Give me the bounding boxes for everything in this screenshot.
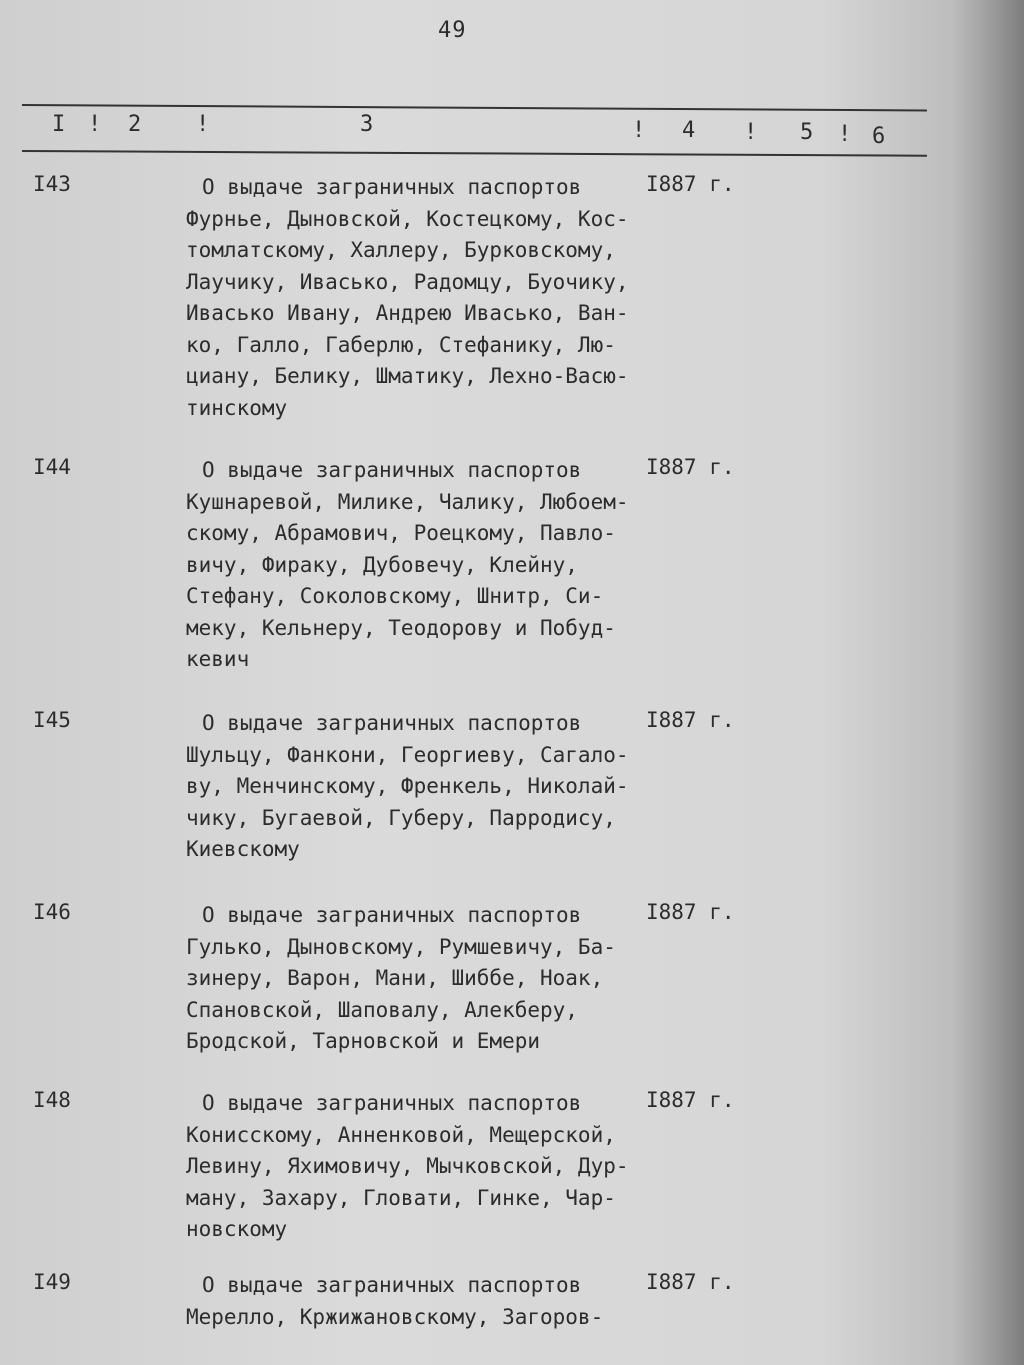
header-separator: ! xyxy=(88,112,102,137)
entry-line: О выдаче заграничных паспортов xyxy=(202,711,582,735)
entry-line: Кушнаревой, Милике, Чалику, Любоем- xyxy=(186,489,629,514)
entry-line: Лаучику, Ивасько, Радомцу, Буочику, xyxy=(186,269,629,294)
entry-line: меку, Кельнеру, Теодорову и Побуд- xyxy=(186,615,616,640)
entry-line: О выдаче заграничных паспортов xyxy=(202,1091,582,1115)
entry-line: кевич xyxy=(186,647,250,671)
entry-number: I46 xyxy=(33,900,71,924)
entry-line: О выдаче заграничных паспортов xyxy=(202,175,582,199)
header-col-2: 2 xyxy=(128,112,142,137)
page-edge-shadow xyxy=(954,0,1024,1365)
header-separator: ! xyxy=(196,112,210,137)
header-col-1: I xyxy=(52,112,66,137)
page-number: 49 xyxy=(438,18,467,43)
entry-year: I887 г. xyxy=(646,172,735,196)
entry-number: I45 xyxy=(33,708,71,732)
entry-line: О выдаче заграничных паспортов xyxy=(202,903,582,927)
header-col-5: 5 xyxy=(800,120,814,145)
header-separator: ! xyxy=(632,118,646,143)
entry-line: Левину, Яхимовичу, Мычковской, Дур- xyxy=(186,1154,629,1178)
entry-number: I44 xyxy=(33,455,71,479)
entry-title xyxy=(186,172,646,424)
entry-line: скому, Абрамович, Роецкому, Павло- xyxy=(186,521,616,545)
entry-line: Гулько, Дыновскому, Румшевичу, Ба- xyxy=(186,934,616,959)
header-top-rule xyxy=(22,104,927,112)
entry-line: тинскому xyxy=(186,395,288,420)
entry-line: томлатскому, Халлеру, Бурковскому, xyxy=(186,238,616,262)
entry-line: Шульцу, Фанкони, Георгиеву, Сагало- xyxy=(186,742,629,767)
entry-title xyxy=(186,1088,646,1246)
header-bottom-rule xyxy=(22,150,927,157)
entry-line: вичу, Фираку, Дубовечу, Клейну, xyxy=(186,552,578,577)
entry-line: О выдаче заграничных паспортов xyxy=(202,1273,582,1297)
entry-line: Ивасько Ивану, Андрею Ивасько, Ван- xyxy=(186,301,629,325)
header-col-4: 4 xyxy=(682,118,696,143)
header-separator: ! xyxy=(744,120,758,145)
header-col-3: 3 xyxy=(360,112,374,137)
entry-line: чику, Бугаевой, Губеру, Парродису, xyxy=(186,805,616,830)
entry-number: I48 xyxy=(33,1088,71,1112)
entry-line: ву, Менчинскому, Френкель, Николай- xyxy=(186,774,629,798)
entry-line: О выдаче заграничных паспортов xyxy=(202,458,582,482)
entry-line: Мерелло, Кржижановскому, Загоров- xyxy=(186,1304,604,1329)
entry-line: Бродской, Тарновской и Емери xyxy=(186,1029,541,1053)
entry-line: Киевскому xyxy=(186,837,300,861)
header-separator: ! xyxy=(838,122,852,147)
entry-year: I887 г. xyxy=(646,1270,735,1294)
entry-title xyxy=(186,708,646,866)
entry-title xyxy=(186,1270,646,1333)
entry-line: новскому xyxy=(186,1217,288,1241)
entry-line: ко, Галло, Габерлю, Стефанику, Лю- xyxy=(186,332,616,357)
header-col-6: 6 xyxy=(872,124,886,149)
entry-year: I887 г. xyxy=(646,900,735,924)
entry-line: зинеру, Варон, Мани, Шиббе, Ноак, xyxy=(186,966,604,990)
entry-line: Конисскому, Анненковой, Мещерской, xyxy=(186,1122,616,1147)
entry-line: циану, Белику, Шматику, Лехно-Васю- xyxy=(186,364,629,388)
entry-line: Стефану, Соколовскому, Шнитр, Си- xyxy=(186,584,604,608)
entry-number: I49 xyxy=(33,1270,71,1294)
entry-line: Фурнье, Дыновской, Костецкому, Кос- xyxy=(186,206,629,231)
entry-title xyxy=(186,455,646,676)
entry-line: ману, Захару, Гловати, Гинке, Чар- xyxy=(186,1185,616,1210)
entry-number: I43 xyxy=(33,172,71,196)
entry-year: I887 г. xyxy=(646,1088,735,1112)
entry-year: I887 г. xyxy=(646,708,735,732)
entry-year: I887 г. xyxy=(646,455,735,479)
entry-line: Спановской, Шаповалу, Алекберу, xyxy=(186,997,578,1022)
entry-title xyxy=(186,900,646,1058)
